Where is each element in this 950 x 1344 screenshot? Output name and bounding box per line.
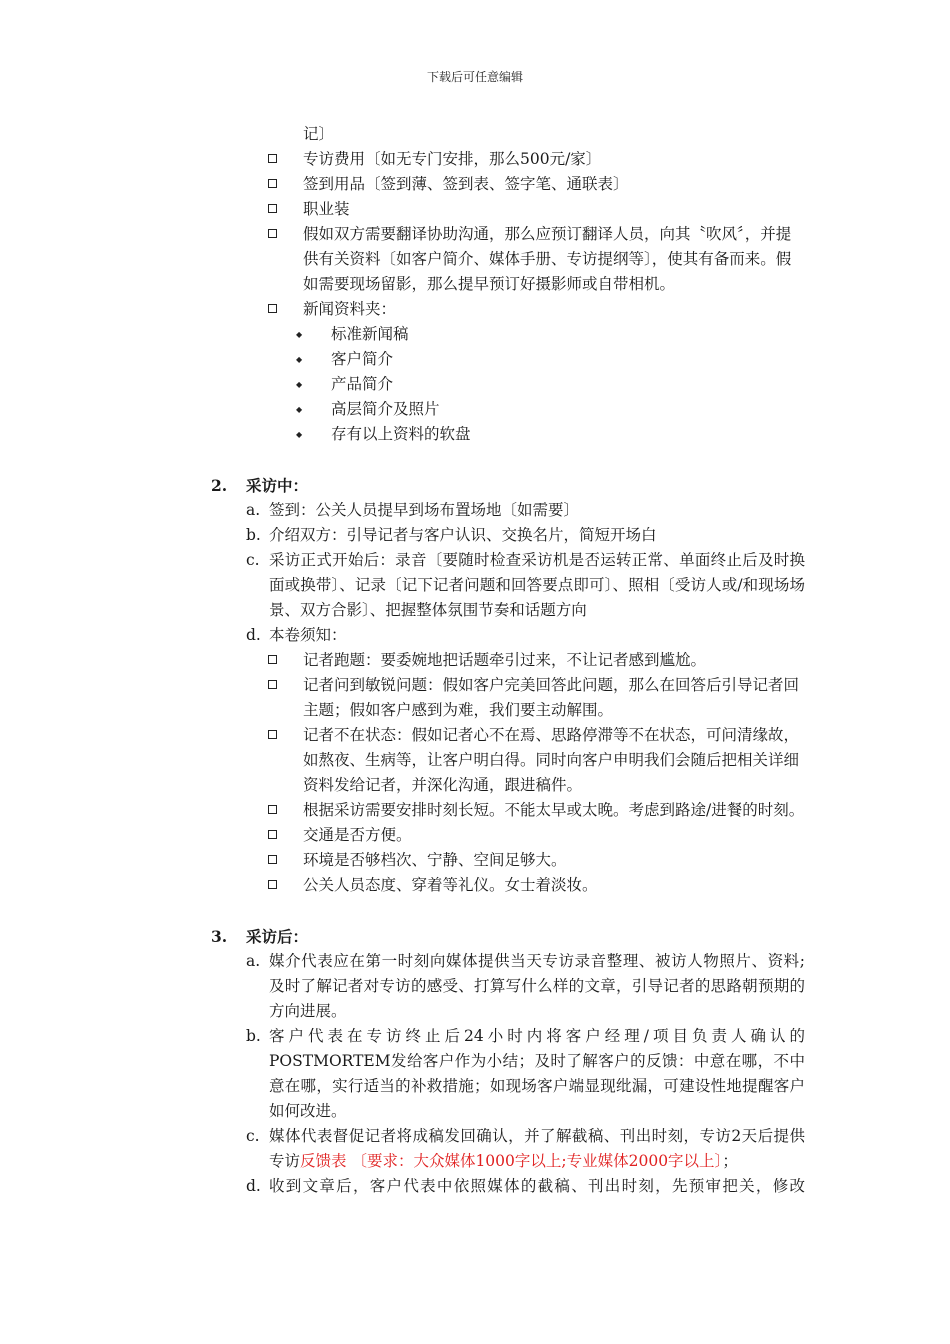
- folder-item: ◆ 客户简介: [0, 347, 950, 372]
- list-item: [0, 1124, 950, 1174]
- checklist-item: 假如双方需要翻译协助沟通，那么应预订翻译人员，向其〝吹风〞，并提供有关资料〔如客户简介、媒体手册、专访提纲等〕，使其有备而来。假如需要现场留影，那么提早预订好摄影师或自带相机。: [0, 222, 950, 297]
- diamond-bullet-icon: ◆: [296, 405, 303, 414]
- checkbox-bullet-icon: [268, 680, 277, 689]
- section-number: 2.: [211, 476, 228, 495]
- section-heading: [0, 473, 950, 498]
- document-body: [0, 122, 950, 1199]
- list-item: d. 收到文章后，客户代表中依照媒体的截稿、刊出时刻，先预审把关，修改: [0, 1174, 950, 1199]
- checkbox-bullet-icon: [268, 855, 277, 864]
- list-label: a.: [246, 952, 261, 970]
- note-item: 记者问到敏锐问题：假如客户完美回答此问题，那么在回答后引导记者回主题；假如客户感到为难，我们要主动解围。: [0, 673, 950, 723]
- diamond-bullet-icon: ◆: [296, 430, 303, 439]
- checklist-item: 新闻资料夹：: [0, 297, 950, 322]
- note-item: 交通是否方便。: [0, 823, 950, 848]
- item-text-tail: ；: [722, 1152, 738, 1170]
- section-title: 采访中：: [246, 476, 309, 495]
- list-label: c.: [246, 551, 260, 569]
- checkbox-bullet-icon: [268, 204, 277, 213]
- checkbox-bullet-icon: [268, 805, 277, 814]
- diamond-bullet-icon: ◆: [296, 330, 303, 339]
- list-label: c.: [246, 1127, 260, 1145]
- list-label: d.: [246, 626, 261, 644]
- checklist-item: 专访费用〔如无专门安排，那么500元/家〕: [0, 147, 950, 172]
- page-header: 下载后可任意编辑: [426, 70, 523, 84]
- list-item: a. 签到：公关人员提早到场布置场地〔如需要〕: [0, 498, 950, 523]
- checkbox-bullet-icon: [268, 880, 277, 889]
- list-label: b.: [246, 1027, 261, 1045]
- list-item: d. 本卷须知：: [0, 623, 950, 648]
- list-label: a.: [246, 501, 261, 519]
- list-label: d.: [246, 1177, 261, 1195]
- checklist-item: 签到用品〔签到薄、签到表、签字笔、通联表〕: [0, 172, 950, 197]
- item-text: 媒体代表督促记者将成稿发回确认，并了解截稿、刊出时刻，专访2天后提供专访: [269, 1127, 805, 1170]
- continuation-line: 记〕: [303, 125, 335, 143]
- section-title: 采访后：: [246, 927, 309, 946]
- diamond-bullet-icon: ◆: [296, 380, 303, 389]
- feedback-form-highlight: 反馈表 〔要求：大众媒体1000字以上;专业媒体2000字以上〕: [300, 1152, 723, 1170]
- section-number: 3.: [211, 927, 228, 946]
- checkbox-bullet-icon: [268, 830, 277, 839]
- checkbox-bullet-icon: [268, 179, 277, 188]
- checkbox-bullet-icon: [268, 304, 277, 313]
- checkbox-bullet-icon: [268, 154, 277, 163]
- list-item: b. 介绍双方：引导记者与客户认识、交换名片，简短开场白: [0, 523, 950, 548]
- list-item: b. 客户代表在专访终止后24小时内将客户经理/项目负责人确认的POSTMORTEM发给客户作为小结；及时了解客户的反馈：中意在哪，不中意在哪，实行适当的补救措施；如现场客户端显现纰漏，可建设性地提醒客户如何改进。: [0, 1024, 950, 1124]
- list-item: c. 采访正式开始后：录音〔要随时检查采访机是否运转正常、单面终止后及时换面或换带〕、记录〔记下记者问题和回答要点即可〕、照相〔受访人或/和现场场景、双方合影〕、把握整体氛围节奏和话题方向: [0, 548, 950, 623]
- note-item: 记者不在状态：假如记者心不在焉、思路停滞等不在状态，可问清缘故，如熬夜、生病等，让客户明白得。同时向客户申明我们会随后把相关详细资料发给记者，并深化沟通，跟进稿件。: [0, 723, 950, 798]
- list-label: b.: [246, 526, 261, 544]
- note-item: 公关人员态度、穿着等礼仪。女士着淡妆。: [0, 873, 950, 898]
- folder-item: ◆ 标准新闻稿: [0, 322, 950, 347]
- note-item: 根据采访需要安排时刻长短。不能太早或太晚。考虑到路途/进餐的时刻。: [0, 798, 950, 823]
- checklist-item: 职业装: [0, 197, 950, 222]
- checkbox-bullet-icon: [268, 229, 277, 238]
- folder-item: ◆ 高层简介及照片: [0, 397, 950, 422]
- diamond-bullet-icon: ◆: [296, 355, 303, 364]
- checkbox-bullet-icon: [268, 655, 277, 664]
- folder-item: ◆ 存有以上资料的软盘: [0, 422, 950, 447]
- section-heading: [0, 924, 950, 949]
- folder-item: ◆ 产品简介: [0, 372, 950, 397]
- note-item: 记者跑题：要委婉地把话题牵引过来，不让记者感到尴尬。: [0, 648, 950, 673]
- note-item: 环境是否够档次、宁静、空间足够大。: [0, 848, 950, 873]
- checkbox-bullet-icon: [268, 730, 277, 739]
- list-item: a. 媒介代表应在第一时刻向媒体提供当天专访录音整理、被访人物照片、资料; 及时了解记者对专访的感受、打算写什么样的文章，引导记者的思路朝预期的方向进展。: [0, 949, 950, 1024]
